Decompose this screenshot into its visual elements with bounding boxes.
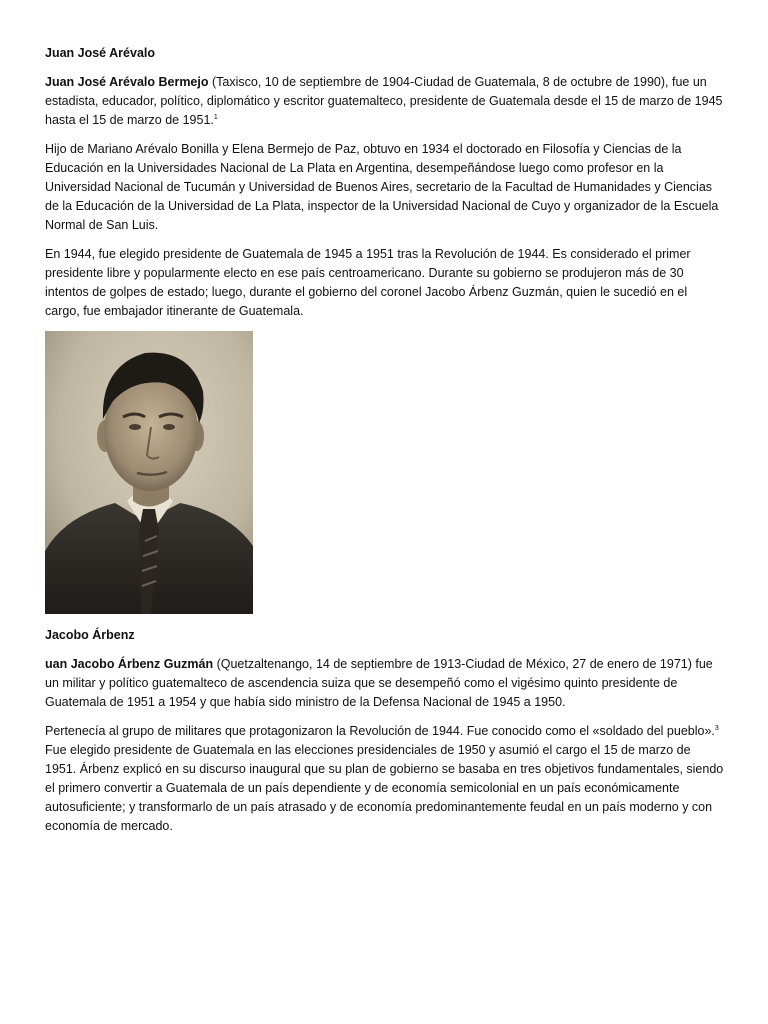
arevalo-intro-text: (Taxisco, 10 de septiembre de 1904-Ciudad de Guatemala, 8 de octubre de 1990), fue un estadista, educador, político, diplomático y escritor guatemalteco, presidente de Guatemala desde el 15 de marzo de 1945 hasta el 15 de marzo de 1951. [45, 75, 723, 127]
footnote-marker[interactable]: 1 [213, 114, 218, 121]
arbenz-full-name: uan Jacobo Árbenz Guzmán [45, 657, 214, 671]
document-page [45, 44, 725, 846]
arbenz-biography-paragraph [45, 722, 725, 836]
footnote-marker[interactable]: 3 [714, 725, 719, 732]
arevalo-full-name: Juan José Arévalo Bermejo [45, 75, 209, 89]
arbenz-intro-paragraph [45, 655, 725, 712]
arbenz-intro-text: (Quetzaltenango, 14 de septiembre de 1913-Ciudad de México, 27 de enero de 1971) fue un militar y político guatemalteco de ascendencia suiza que se desempeñó como el vigésimo quinto presidente de Guatemala de 1951 a 1954 y que había sido ministro de la Defensa Nacional de 1945 a 1950. [45, 657, 713, 709]
arbenz-biography-text-b: Fue elegido presidente de Guatemala en las elecciones presidenciales de 1950 y asumió el cargo el 15 de marzo de 1951. Árbenz explicó en su discurso inaugural que su plan de gobierno se basaba en tres objetivos fundamentales, siendo el primero convertir a Guatemala de un país dependiente y de economía semicolonial en un país económicamente autosuficiente; y transformarlo de un país atrasado y de economía predominantemente feudal en un país moderno y con economía de mercado. [45, 743, 724, 833]
section-heading-arbenz: Jacobo Árbenz [45, 628, 135, 642]
portrait-photo [45, 331, 253, 614]
arbenz-biography-text-a: Pertenecía al grupo de militares que protagonizaron la Revolución de 1944. Fue conocido como el «soldado del pueblo». [45, 724, 715, 738]
section-heading-arevalo: Juan José Arévalo [45, 46, 156, 60]
arevalo-presidency-paragraph: En 1944, fue elegido presidente de Guatemala de 1945 a 1951 tras la Revolución de 1944. Es considerado el primer presidente libre y popularmente electo en ese país centroamericano. Durante su gobierno se produjeron más de 30 intentos de golpes de estado; luego, durante el gobierno del coronel Jacobo Árbenz Guzmán, quien le sucedió en el cargo, fue embajador itinerante de Guatemala. [45, 247, 691, 318]
arevalo-intro-paragraph [45, 73, 725, 130]
arevalo-biography-paragraph: Hijo de Mariano Arévalo Bonilla y Elena Bermejo de Paz, obtuvo en 1934 el doctorado en Filosofía y Ciencias de la Educación en la Universidades Nacional de La Plata en Argentina, desempeñándose luego como profesor en la Universidad Nacional de Tucumán y Universidad de Buenos Aires, secretario de la Facultad de Humanidades y Ciencias de la Educación de la Universidad de La Plata, inspector de la Universidad Nacional de Cuyo y organizador de la Escuela Normal de San Luis. [45, 142, 719, 232]
